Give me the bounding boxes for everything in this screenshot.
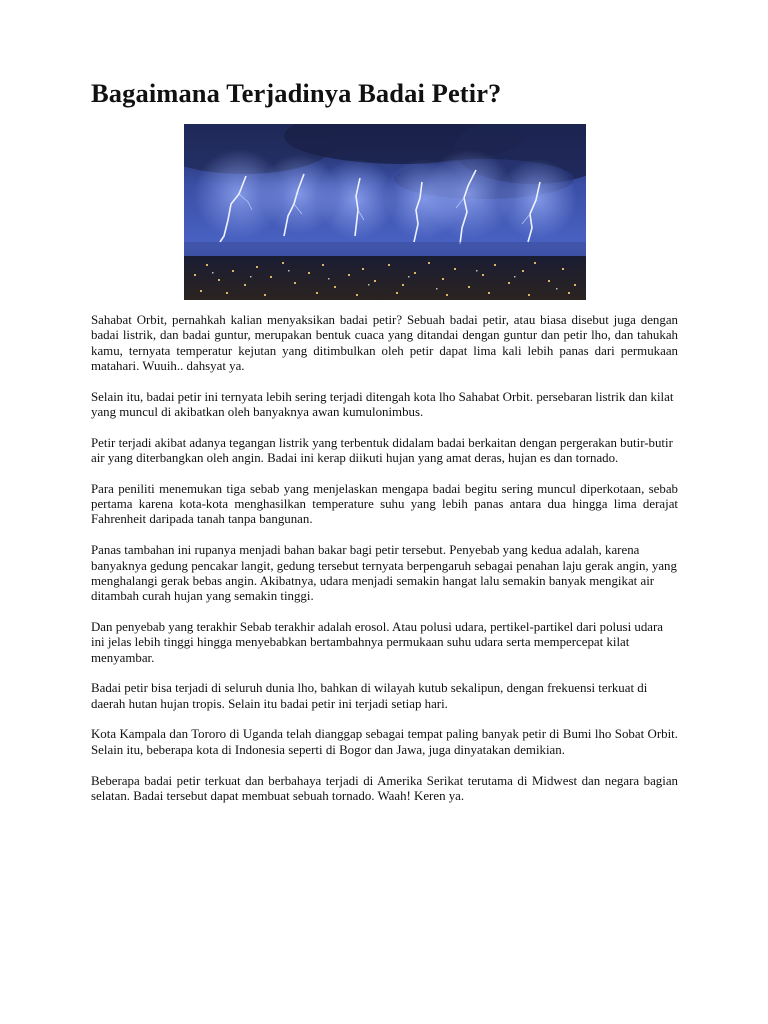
paragraph: Beberapa badai petir terkuat dan berbahaya terjadi di Amerika Serikat terutama di Midwest dan negara bagian selatan. Badai tersebut dapat membuat sebuah tornado. Waah! Keren ya. (91, 773, 678, 803)
paragraph: Petir terjadi akibat adanya tegangan listrik yang terbentuk didalam badai berkaitan dengan pergerakan butir-butir air yang diterbangkan oleh angin. Badai ini kerap diikuti hujan yang amat deras, hujan es dan tornado. (91, 435, 673, 466)
thunderstorm-city-photo (184, 124, 586, 300)
paragraph: Para peniliti menemukan tiga sebab yang menjelaskan mengapa badai begitu sering muncul diperkotaan, sebab pertama karena kota-kota menghasilkan temperature suhu yang lebih panas antara dua hingga lima derajat Fahrenheit daripada tanah tanpa bangunan. (91, 481, 678, 527)
paragraph: Dan penyebab yang terakhir Sebab terakhir adalah erosol. Atau polusi udara, pertikel-partikel dari polusi udara ini jelas lebih tinggi hingga menyebabkan bertambahnya permukaan suhu udara serta mempercepat kilat menyambar. (91, 619, 663, 665)
paragraph: Kota Kampala dan Tororo di Uganda telah dianggap sebagai tempat paling banyak petir di Bumi lho Sobat Orbit. Selain itu, beberapa kota di Indonesia seperti di Bogor dan Jawa, juga dinyatakan demikian. (91, 727, 678, 757)
article-title: Bagaimana Terjadinya Badai Petir? (91, 78, 502, 108)
paragraph: Sahabat Orbit, pernahkah kalian menyaksikan badai petir? Sebuah badai petir, atau biasa disebut juga dengan badai listrik, dan badai guntur, merupakan bentuk cuaca yang ditandai dengan guntur dan petir lho, dan tahukah kamu, ternyata temperatur kejutan yang ditimbulkan oleh petir dapat lima kali lebih panas dari permukaan matahari. Wuuih.. dahsyat ya. (91, 313, 678, 373)
paragraph: Badai petir bisa terjadi di seluruh dunia lho, bahkan di wilayah kutub sekalipun, dengan frekuensi terkuat di daerah hutan hujan tropis. Selain itu badai petir ini terjadi setiap hari. (91, 681, 648, 711)
paragraph: Selain itu, badai petir ini ternyata lebih sering terjadi ditengah kota lho Sahabat Orbit. persebaran listrik dan kilat yang muncul di akibatkan oleh banyaknya awan kumulonimbus. (91, 389, 674, 419)
article-body (91, 313, 678, 820)
paragraph: Panas tambahan ini rupanya menjadi bahan bakar bagi petir tersebut. Penyebab yang kedua adalah, karena banyaknya gedung pencakar langit, gedung tersebut ternyata berpengaruh sebagai penahan laju gerak angin, yang menghalangi gerak bebas angin. Akibatnya, udara menjadi semakin hangat lalu semakin banyak mengikat air ditambah curah hujan yang semakin tinggi. (91, 543, 677, 604)
